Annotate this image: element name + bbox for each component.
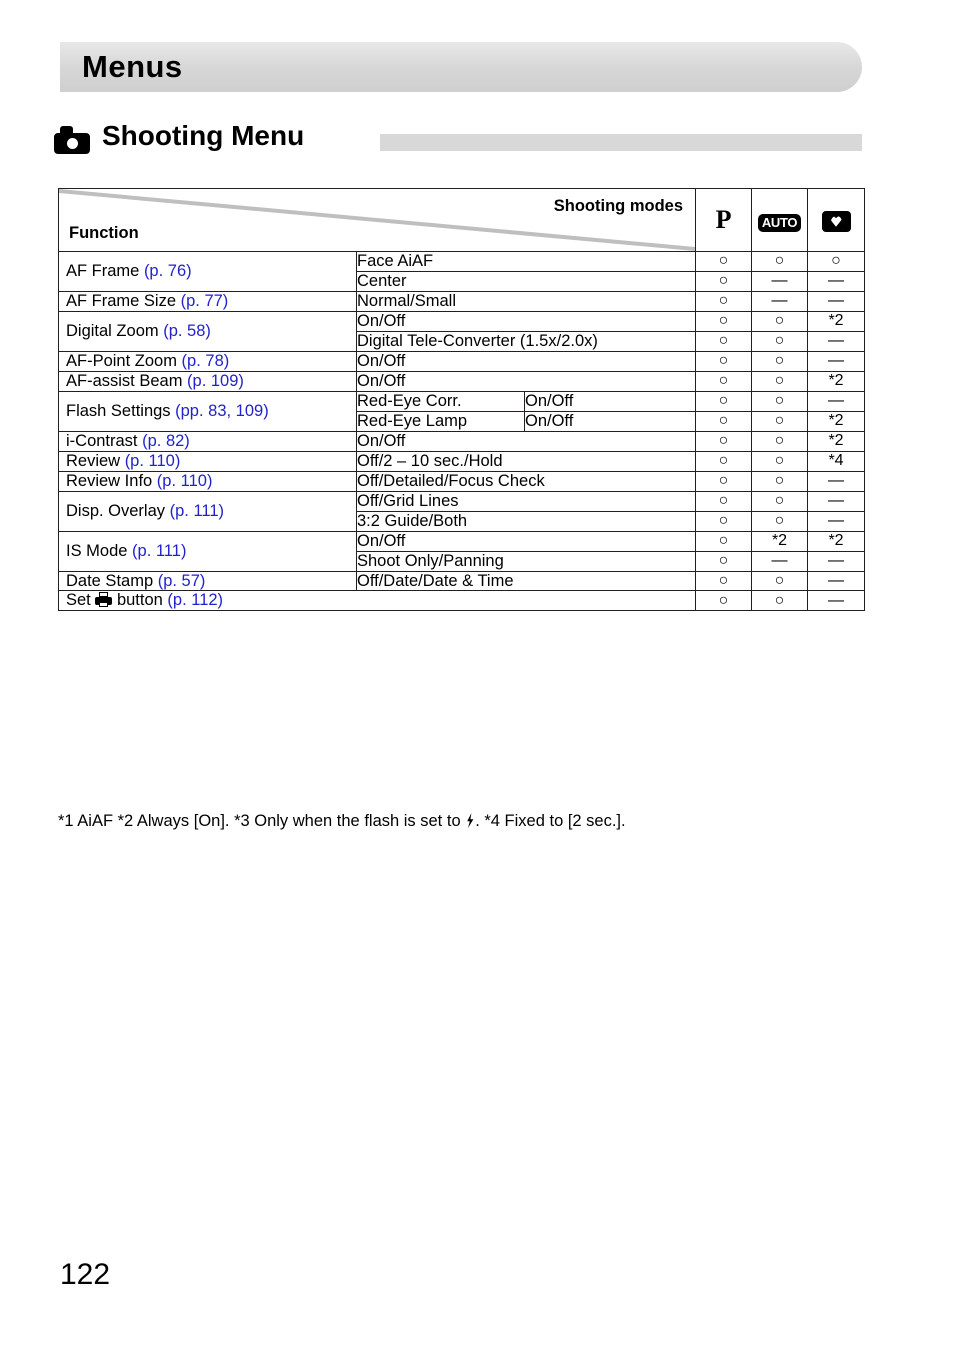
function-name: AF-assist Beam xyxy=(66,371,188,390)
function-name: IS Mode xyxy=(66,541,133,560)
mark-easy: — xyxy=(808,271,865,291)
row-function xyxy=(59,471,357,491)
mark-easy: *4 xyxy=(808,451,865,471)
function-name: Flash Settings xyxy=(66,401,176,420)
mode-p-label: P xyxy=(715,205,732,234)
mark-easy: — xyxy=(808,571,865,591)
function-name: AF-Point Zoom xyxy=(66,351,182,370)
mark-auto: ○ xyxy=(752,591,808,611)
table-row xyxy=(59,571,865,591)
function-name: i-Contrast xyxy=(66,431,143,450)
mark-auto: ○ xyxy=(752,252,808,272)
mark-easy: — xyxy=(808,591,865,611)
function-name: AF Frame xyxy=(66,261,144,280)
row-function xyxy=(59,351,357,371)
table-row xyxy=(59,451,865,471)
mark-p: ○ xyxy=(696,311,752,331)
mark-auto: ○ xyxy=(752,511,808,531)
table-row xyxy=(59,431,865,451)
page-title: Menus xyxy=(82,49,183,84)
page-reference: (p. 110) xyxy=(124,451,181,470)
page-reference: (p. 77) xyxy=(180,291,229,310)
mark-auto: ○ xyxy=(752,471,808,491)
mark-p: ○ xyxy=(696,491,752,511)
row-setting: Off/Grid Lines xyxy=(357,491,696,511)
page-reference: (p. 111) xyxy=(132,541,187,560)
row-function xyxy=(59,571,357,591)
footnote-part1: *1 AiAF *2 Always [On]. *3 Only when the flash is set to xyxy=(58,812,466,830)
mark-p: ○ xyxy=(696,391,752,411)
row-function xyxy=(59,252,357,292)
page-reference: (p. 57) xyxy=(157,571,206,590)
mark-p: ○ xyxy=(696,431,752,451)
mark-auto: ○ xyxy=(752,371,808,391)
mark-auto: ○ xyxy=(752,571,808,591)
row-function xyxy=(59,291,357,311)
row-setting: Red-Eye Lamp xyxy=(357,411,525,431)
function-name: Review Info xyxy=(66,471,157,490)
function-label: Function xyxy=(69,224,139,242)
mode-p-header xyxy=(696,189,752,252)
mode-auto-header xyxy=(752,189,808,252)
mark-p: ○ xyxy=(696,451,752,471)
mark-auto: ○ xyxy=(752,311,808,331)
mark-p: ○ xyxy=(696,571,752,591)
row-setting: On/Off xyxy=(357,431,696,451)
row-function xyxy=(59,391,357,431)
function-name: Disp. Overlay xyxy=(66,501,170,520)
mark-p: ○ xyxy=(696,331,752,351)
row-setting: On/Off xyxy=(357,531,696,551)
table-row xyxy=(59,371,865,391)
table-row xyxy=(59,311,865,331)
row-function xyxy=(59,451,357,471)
mark-easy: *2 xyxy=(808,371,865,391)
mark-auto: ○ xyxy=(752,451,808,471)
mark-p: ○ xyxy=(696,411,752,431)
table-row xyxy=(59,252,865,272)
flash-icon xyxy=(465,813,475,828)
mark-easy: *2 xyxy=(808,531,865,551)
row-setting: Face AiAF xyxy=(357,252,696,272)
print-button-icon xyxy=(95,592,112,607)
footnote xyxy=(58,812,626,831)
mark-auto: ○ xyxy=(752,431,808,451)
table-header-row xyxy=(59,189,865,252)
page-reference: (p. 111) xyxy=(169,501,225,520)
section-heading xyxy=(50,120,862,164)
mark-auto: ○ xyxy=(752,491,808,511)
mark-p: ○ xyxy=(696,371,752,391)
row-subsetting: On/Off xyxy=(525,411,696,431)
function-name: Digital Zoom xyxy=(66,321,164,340)
section-title: Shooting Menu xyxy=(102,120,305,151)
row-setting: On/Off xyxy=(357,311,696,331)
mark-auto: — xyxy=(752,271,808,291)
mark-p: ○ xyxy=(696,531,752,551)
row-function xyxy=(59,431,357,451)
page-reference: (p. 58) xyxy=(163,321,211,340)
page-title-bar xyxy=(60,42,862,92)
page-reference: (p. 78) xyxy=(181,351,230,370)
row-setting: Off/Detailed/Focus Check xyxy=(357,471,696,491)
row-setting: Off/2 – 10 sec./Hold xyxy=(357,451,696,471)
mode-easy-header xyxy=(808,189,865,252)
page-reference: (pp. 83, 109) xyxy=(175,401,269,420)
mark-p: ○ xyxy=(696,351,752,371)
page-reference: (p. 110) xyxy=(156,471,213,490)
mark-auto: — xyxy=(752,291,808,311)
mark-p: ○ xyxy=(696,271,752,291)
page-reference: (p. 82) xyxy=(142,431,190,450)
function-name: Review xyxy=(66,451,125,470)
section-divider xyxy=(380,134,862,151)
mark-p: ○ xyxy=(696,511,752,531)
mark-p: ○ xyxy=(696,252,752,272)
row-setting: Red-Eye Corr. xyxy=(357,391,525,411)
mark-easy: — xyxy=(808,491,865,511)
shooting-modes-label: Shooting modes xyxy=(553,197,684,215)
mark-easy: — xyxy=(808,351,865,371)
mark-p: ○ xyxy=(696,591,752,611)
mark-p: ○ xyxy=(696,551,752,571)
footnote-part2: . *4 Fixed to [2 sec.]. xyxy=(475,812,626,830)
mark-easy: — xyxy=(808,331,865,351)
auto-badge-icon: AUTO xyxy=(758,214,801,232)
page-reference: (p. 112) xyxy=(167,591,224,610)
mark-p: ○ xyxy=(696,471,752,491)
mark-easy: — xyxy=(808,511,865,531)
mark-easy: — xyxy=(808,291,865,311)
mark-auto: ○ xyxy=(752,331,808,351)
row-setting: 3:2 Guide/Both xyxy=(357,511,696,531)
mark-easy: ○ xyxy=(808,252,865,272)
page-number: 122 xyxy=(60,1258,111,1291)
mark-auto: — xyxy=(752,551,808,571)
function-name: AF Frame Size xyxy=(66,291,181,310)
mark-auto: *2 xyxy=(752,531,808,551)
table-row xyxy=(59,531,865,551)
row-setting: Off/Date/Date & Time xyxy=(357,571,696,591)
mark-easy: — xyxy=(808,551,865,571)
row-function xyxy=(59,311,357,351)
page-reference: (p. 76) xyxy=(143,261,192,280)
row-setting: Digital Tele-Converter (1.5x/2.0x) xyxy=(357,331,696,351)
row-setting: Shoot Only/Panning xyxy=(357,551,696,571)
table-row xyxy=(59,351,865,371)
mark-easy: *2 xyxy=(808,411,865,431)
set-prefix: Set xyxy=(66,591,96,610)
mark-p: ○ xyxy=(696,291,752,311)
shooting-menu-table xyxy=(58,188,865,611)
table-row xyxy=(59,591,865,611)
row-function xyxy=(59,531,357,571)
row-setting: On/Off xyxy=(357,351,696,371)
mark-auto: ○ xyxy=(752,391,808,411)
set-suffix: button xyxy=(112,591,168,610)
row-setting: Center xyxy=(357,271,696,291)
row-setting: On/Off xyxy=(357,371,696,391)
header-diagonal-cell xyxy=(59,189,696,252)
row-function xyxy=(59,491,357,531)
mark-easy: *2 xyxy=(808,311,865,331)
mark-auto: ○ xyxy=(752,411,808,431)
row-function-set-button xyxy=(59,591,696,611)
camera-icon xyxy=(54,126,90,154)
mark-easy: — xyxy=(808,391,865,411)
mark-easy: — xyxy=(808,471,865,491)
mark-auto: ○ xyxy=(752,351,808,371)
table-row xyxy=(59,291,865,311)
table-row xyxy=(59,491,865,511)
function-name: Date Stamp xyxy=(66,571,158,590)
row-function xyxy=(59,371,357,391)
row-subsetting: On/Off xyxy=(525,391,696,411)
row-setting: Normal/Small xyxy=(357,291,696,311)
shooting-menu-table-wrap xyxy=(58,188,864,611)
mark-easy: *2 xyxy=(808,431,865,451)
easy-mode-icon xyxy=(822,211,851,232)
table-row xyxy=(59,471,865,491)
table-row xyxy=(59,391,865,411)
page-reference: (p. 109) xyxy=(187,371,244,390)
table-body xyxy=(59,252,865,611)
